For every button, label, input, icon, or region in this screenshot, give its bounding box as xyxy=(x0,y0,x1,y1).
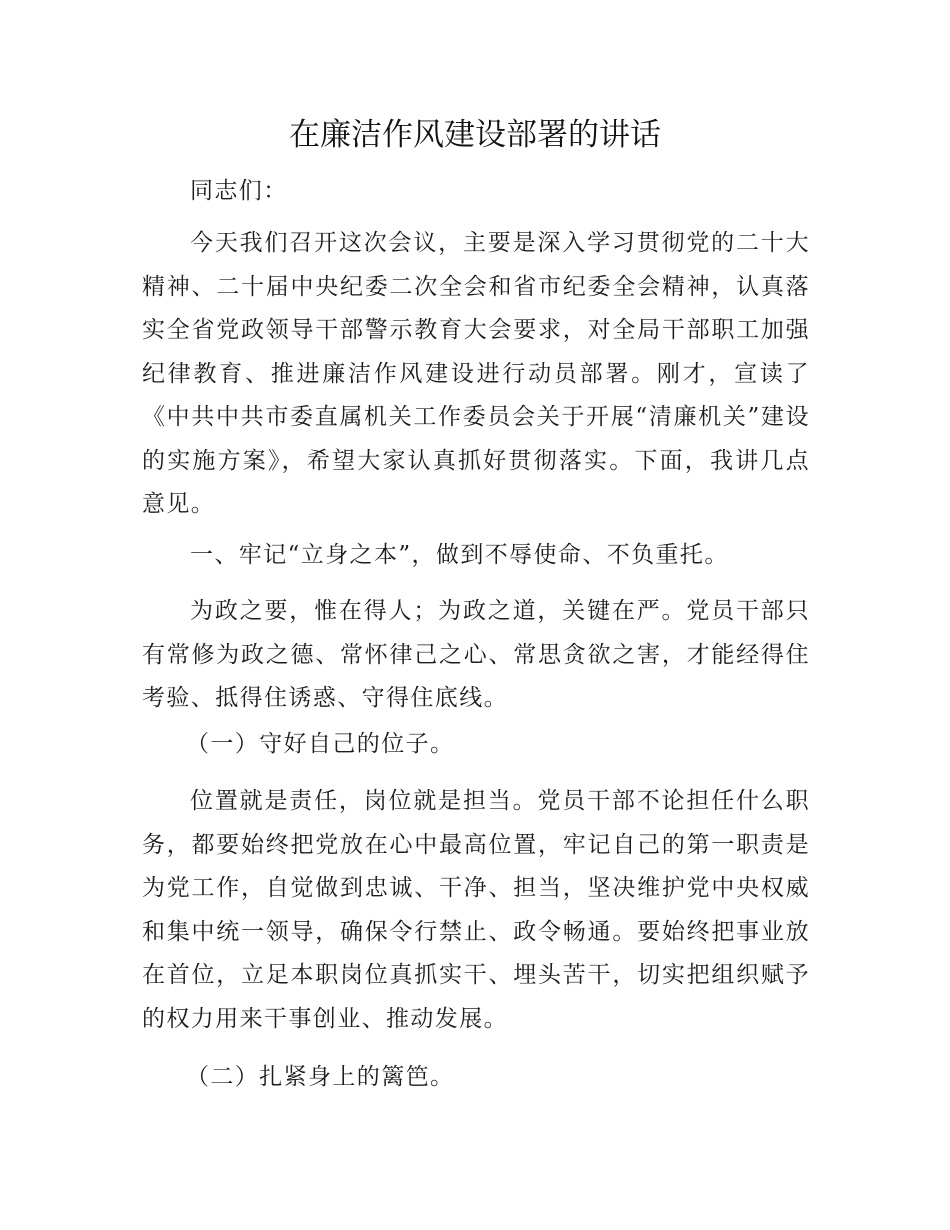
section-heading-1: 一、牢记“立身之本”，做到不辱使命、不负重托。 xyxy=(190,542,729,568)
document-title: 在廉洁作风建设部署的讲话 xyxy=(289,117,661,153)
paragraph-intro: 今天我们召开这次会议，主要是深入学习贯彻党的二十大精神、二十届中央纪委二次全会和省市纪委全会精神，认真落实全省党政领导干部警示教育大会要求，对全局干部职工加强纪律教育、推进廉洁作风建设进行动员部署。刚才，宣读了《中共中共市委直属机关工作委员会关于开展“清廉机关”建设的实施方案》，希望大家认真抓好贯彻落实。下面，我讲几点意见。 xyxy=(142,230,810,517)
subsection-heading-1: （一）守好自己的位子。 xyxy=(186,731,455,757)
paragraph-subsection-1: 位置就是责任，岗位就是担当。党员干部不论担任什么职务，都要始终把党放在心中最高位置，牢记自己的第一职责是为党工作，自觉做到忠诚、干净、担当，坚决维护党中央权威和集中统一领导，确保令行禁止、政令畅通。要始终把事业放在首位，立足本职岗位真抓实干、埋头苦干，切实把组织赋予的权力用来干事创业、推动发展。 xyxy=(142,788,810,1032)
salutation: 同志们： xyxy=(190,178,288,204)
subsection-heading-2: （二）扎紧身上的篱笆。 xyxy=(186,1064,455,1090)
paragraph-section-1: 为政之要，惟在得人；为政之道，关键在严。党员干部只有常修为政之德、常怀律己之心、常思贪欲之害，才能经得住考验、抵得住诱惑、守得住底线。 xyxy=(142,598,810,711)
